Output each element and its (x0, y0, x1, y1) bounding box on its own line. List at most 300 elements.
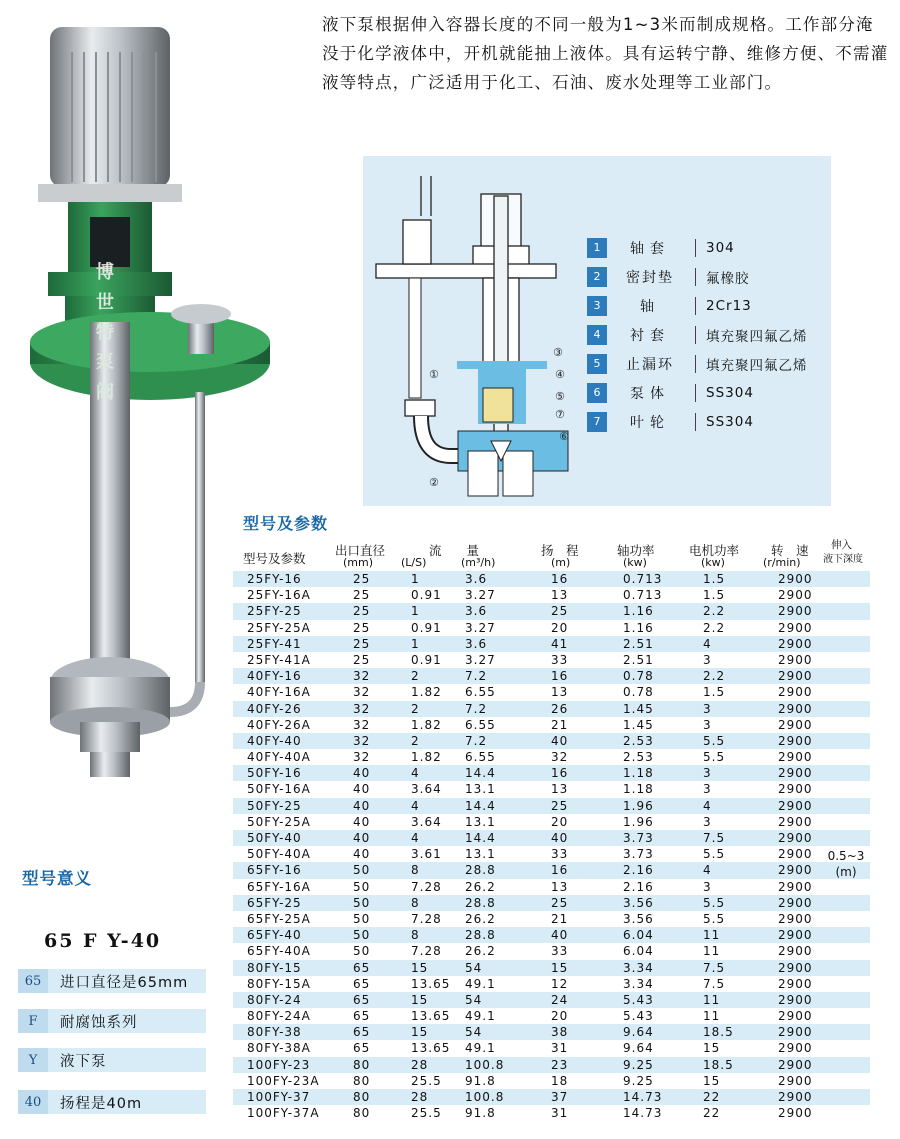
table-cell: 2900 (778, 992, 813, 1007)
table-cell: 1.5 (703, 572, 726, 586)
table-cell: 2900 (778, 1073, 813, 1088)
table-cell: 7.5 (703, 976, 726, 991)
part-material: 2Cr13 (706, 297, 752, 314)
table-cell: 40 (353, 766, 371, 781)
table-row (233, 587, 870, 603)
divider (695, 297, 696, 315)
header-flow-unit-m3h: (m³/h) (461, 556, 496, 569)
table-cell: 2900 (778, 1009, 813, 1024)
meaning-key: F (18, 1009, 48, 1033)
table-cell: 21 (551, 911, 569, 926)
table-cell: 2900 (778, 652, 813, 667)
meaning-row (18, 969, 206, 993)
header-outlet-unit: (mm) (343, 556, 374, 569)
table-cell: 50 (353, 944, 371, 959)
table-cell: 7.2 (465, 669, 488, 684)
table-cell: 0.91 (411, 588, 442, 603)
table-cell: 41 (551, 636, 569, 651)
table-row (233, 684, 870, 700)
table-row (233, 620, 870, 636)
table-cell: 2900 (778, 847, 813, 862)
table-cell: 3.73 (623, 847, 654, 862)
table-cell: 32 (353, 669, 371, 684)
params-table (233, 541, 870, 1121)
table-cell: 100.8 (465, 1090, 505, 1104)
table-cell: 2900 (778, 1041, 813, 1056)
depth-unit: (m) (835, 865, 857, 879)
table-cell: 32 (353, 733, 371, 748)
part-name: 止漏环 (626, 356, 674, 373)
table-cell: 9.64 (623, 1041, 654, 1056)
table-cell: 40 (353, 814, 371, 829)
depth-range: 0.5~3 (827, 849, 865, 863)
table-cell: 4 (703, 636, 712, 651)
table-row (233, 862, 870, 878)
table-cell: 3.6 (465, 636, 488, 651)
table-cell: 65 (353, 1041, 371, 1056)
table-cell: 24 (551, 992, 569, 1007)
table-cell: 21 (551, 717, 569, 732)
table-cell: 2900 (778, 1025, 813, 1040)
table-cell: 13.1 (465, 814, 496, 829)
part-number: 3 (587, 296, 607, 316)
header-motor-power: 电机功率 (689, 543, 740, 558)
table-cell: 28 (411, 1057, 429, 1072)
table-cell: 0.78 (623, 669, 654, 684)
table-row (233, 717, 870, 733)
table-cell: 32 (551, 750, 569, 765)
part-name: 轴 (640, 298, 660, 315)
table-cell: 2900 (778, 1106, 813, 1121)
table-cell: 15 (411, 992, 429, 1007)
table-cell: 80 (353, 1090, 371, 1104)
table-cell: 49.1 (465, 1009, 496, 1024)
header-shaft-power-unit: (kw) (623, 556, 647, 569)
table-cell: 7.2 (465, 701, 488, 716)
table-cell: 14.73 (623, 1106, 663, 1121)
table-cell: 32 (353, 701, 371, 716)
table-cell: 2900 (778, 831, 813, 845)
table-cell: 14.73 (623, 1090, 663, 1104)
table-cell: 65 (353, 960, 371, 975)
table-cell: 50FY-40 (247, 831, 302, 845)
header-depth: 伸入 (831, 539, 852, 551)
table-cell: 7.28 (411, 944, 442, 959)
table-row (233, 830, 870, 846)
callout-2: ② (429, 476, 439, 489)
table-cell: 2900 (778, 798, 813, 813)
table-cell: 25 (551, 895, 569, 910)
table-row (233, 781, 870, 797)
table-cell: 2900 (778, 1090, 813, 1104)
table-cell: 1.16 (623, 604, 654, 619)
table-cell: 37 (551, 1090, 569, 1104)
table-cell: 100FY-23A (247, 1073, 320, 1088)
part-material: 填充聚四氟乙烯 (706, 357, 808, 374)
part-material: 填充聚四氟乙烯 (706, 328, 808, 345)
table-cell: 91.8 (465, 1073, 496, 1088)
table-cell: 80FY-38A (247, 1041, 311, 1056)
callout-4: ④ (555, 368, 565, 381)
table-row (233, 571, 870, 587)
table-cell: 65FY-16 (247, 863, 302, 878)
table-cell: 2900 (778, 911, 813, 926)
header-model: 型号及参数 (243, 551, 306, 566)
header-motor-power-unit: (kw) (701, 556, 725, 569)
table-row (233, 1089, 870, 1105)
table-cell: 22 (703, 1106, 721, 1121)
table-cell: 15 (411, 1025, 429, 1040)
table-cell: 2900 (778, 620, 813, 635)
part-name: 轴套 (630, 240, 670, 257)
table-cell: 80FY-15A (247, 976, 311, 991)
table-cell: 3 (703, 766, 712, 781)
divider (695, 268, 696, 286)
table-cell: 50 (353, 911, 371, 926)
table-cell: 2900 (778, 604, 813, 619)
parts-list (587, 233, 827, 436)
table-cell: 2900 (778, 814, 813, 829)
table-cell: 49.1 (465, 976, 496, 991)
table-cell: 100FY-37 (247, 1090, 311, 1104)
part-name: 泵体 (630, 385, 670, 402)
table-cell: 2.53 (623, 750, 654, 765)
table-cell: 65 (353, 992, 371, 1007)
table-row (233, 636, 870, 652)
table-cell: 8 (411, 928, 420, 943)
table-cell: 1.18 (623, 782, 654, 797)
table-cell: 13 (551, 685, 569, 700)
table-cell: 2.51 (623, 636, 654, 651)
table-cell: 100.8 (465, 1057, 505, 1072)
table-cell: 65FY-40 (247, 928, 302, 943)
part-name: 叶轮 (630, 414, 670, 431)
table-cell: 2.16 (623, 863, 654, 878)
table-cell: 12 (551, 976, 569, 991)
table-cell: 7.5 (703, 960, 726, 975)
table-row (233, 960, 870, 976)
table-cell: 3.56 (623, 895, 654, 910)
table-cell: 65FY-40A (247, 944, 311, 959)
pump-brand-char: 阀 (96, 382, 114, 403)
table-row (233, 846, 870, 862)
table-cell: 49.1 (465, 1041, 496, 1056)
table-row (233, 911, 870, 927)
table-row (233, 1057, 870, 1073)
table-cell: 38 (551, 1025, 569, 1040)
table-row (233, 927, 870, 943)
depth-value (816, 848, 876, 880)
divider (695, 413, 696, 431)
table-cell: 2900 (778, 944, 813, 959)
meaning-text: 液下泵 (60, 1053, 107, 1070)
table-cell: 28.8 (465, 895, 496, 910)
table-row (233, 603, 870, 619)
table-cell: 6.55 (465, 685, 496, 700)
table-cell: 40 (353, 798, 371, 813)
table-cell: 3.61 (411, 847, 442, 862)
divider (695, 355, 696, 373)
table-cell: 2900 (778, 717, 813, 732)
table-cell: 50 (353, 928, 371, 943)
table-cell: 11 (703, 1009, 721, 1024)
callout-1: ① (429, 368, 439, 381)
table-row (233, 1008, 870, 1024)
table-cell: 1 (411, 572, 420, 586)
table-row (233, 976, 870, 992)
table-row (233, 879, 870, 895)
table-cell: 28.8 (465, 863, 496, 878)
model-code: 65 F Y-40 (44, 930, 162, 952)
table-cell: 1 (411, 636, 420, 651)
table-row (233, 895, 870, 911)
table-cell: 4 (703, 863, 712, 878)
table-row (233, 1073, 870, 1089)
table-cell: 65 (353, 1009, 371, 1024)
table-cell: 2900 (778, 733, 813, 748)
table-cell: 80FY-24A (247, 1009, 311, 1024)
callout-3: ③ (553, 346, 563, 359)
table-row (233, 992, 870, 1008)
table-cell: 14.4 (465, 831, 496, 845)
intro-text: 液下泵根据伸入容器长度的不同一般为1~3米而制成规格。工作部分淹没于化学液体中，开机就能抽上液体。具有运转宁静、维修方便、不需灌液等特点，广泛适用于化工、石油、废水处理等工业部门。 (322, 15, 889, 92)
table-cell: 25.5 (411, 1106, 442, 1121)
callout-5: ⑤ (555, 390, 565, 403)
table-cell: 3.27 (465, 588, 496, 603)
table-cell: 80FY-38 (247, 1025, 302, 1040)
table-cell: 80 (353, 1106, 371, 1121)
divider (695, 239, 696, 257)
table-cell: 31 (551, 1041, 569, 1056)
table-cell: 1.96 (623, 798, 654, 813)
table-cell: 9.64 (623, 1025, 654, 1040)
table-row (233, 1040, 870, 1056)
table-cell: 2.2 (703, 620, 726, 635)
table-cell: 2900 (778, 685, 813, 700)
table-cell: 2900 (778, 588, 813, 603)
table-cell: 6.55 (465, 750, 496, 765)
table-cell: 5.5 (703, 733, 726, 748)
part-row (587, 349, 827, 378)
table-cell: 11 (703, 928, 721, 943)
table-cell: 65FY-25A (247, 911, 311, 926)
table-cell: 1.18 (623, 766, 654, 781)
part-number: 5 (587, 354, 607, 374)
table-cell: 8 (411, 863, 420, 878)
table-cell: 2900 (778, 750, 813, 765)
table-cell: 2900 (778, 701, 813, 716)
table-cell: 20 (551, 1009, 569, 1024)
table-cell: 3.34 (623, 960, 654, 975)
table-cell: 25 (353, 604, 371, 619)
table-cell: 6.04 (623, 928, 654, 943)
table-cell: 32 (353, 685, 371, 700)
table-cell: 2900 (778, 782, 813, 797)
table-cell: 65FY-16A (247, 879, 311, 894)
table-cell: 3 (703, 717, 712, 732)
meaning-row (18, 1048, 206, 1072)
table-cell: 2900 (778, 766, 813, 781)
table-row (233, 668, 870, 684)
table-cell: 15 (411, 960, 429, 975)
table-cell: 28.8 (465, 928, 496, 943)
table-cell: 8 (411, 895, 420, 910)
table-cell: 7.28 (411, 911, 442, 926)
header-head-unit: (m) (551, 556, 571, 569)
table-cell: 4 (411, 766, 420, 781)
table-cell: 1.82 (411, 717, 442, 732)
table-row (233, 943, 870, 959)
table-cell: 11 (703, 944, 721, 959)
table-row (233, 798, 870, 814)
table-cell: 26.2 (465, 879, 496, 894)
table-cell: 5.43 (623, 1009, 654, 1024)
table-cell: 25 (353, 652, 371, 667)
table-cell: 5.43 (623, 992, 654, 1007)
table-cell: 2.2 (703, 604, 726, 619)
meaning-row (18, 1009, 206, 1033)
table-row (233, 652, 870, 668)
table-cell: 3.73 (623, 831, 654, 845)
table-row (233, 765, 870, 781)
table-body (233, 571, 870, 1121)
table-cell: 3 (703, 652, 712, 667)
table-cell: 40FY-26A (247, 717, 311, 732)
table-cell: 4 (411, 831, 420, 845)
table-cell: 16 (551, 766, 569, 781)
table-cell: 2.2 (703, 669, 726, 684)
part-number: 7 (587, 412, 607, 432)
table-cell: 2900 (778, 1057, 813, 1072)
pump-brand-char: 泵 (96, 352, 114, 373)
table-cell: 6.04 (623, 944, 654, 959)
part-name: 衬套 (630, 327, 670, 344)
table-cell: 65 (353, 976, 371, 991)
table-cell: 25 (353, 636, 371, 651)
table-cell: 25 (353, 572, 371, 586)
part-number: 2 (587, 267, 607, 287)
table-cell: 2900 (778, 863, 813, 878)
table-cell: 25 (353, 588, 371, 603)
meaning-key: Y (18, 1048, 48, 1072)
table-cell: 0.713 (623, 572, 663, 586)
table-cell: 40FY-26 (247, 701, 302, 716)
table-cell: 9.25 (623, 1073, 654, 1088)
table-cell: 50FY-25 (247, 798, 302, 813)
table-cell: 25FY-16A (247, 588, 311, 603)
table-row (233, 1024, 870, 1040)
part-material: SS304 (706, 384, 754, 401)
header-speed-unit: (r/min) (763, 556, 801, 569)
table-cell: 2900 (778, 895, 813, 910)
table-cell: 3 (703, 782, 712, 797)
table-cell: 65 (353, 1025, 371, 1040)
table-cell: 5.5 (703, 750, 726, 765)
table-cell: 25FY-25 (247, 604, 302, 619)
table-cell: 50FY-25A (247, 814, 311, 829)
table-cell: 31 (551, 1106, 569, 1121)
table-cell: 3.27 (465, 620, 496, 635)
part-row (587, 320, 827, 349)
table-cell: 25.5 (411, 1073, 442, 1088)
table-cell: 7.2 (465, 733, 488, 748)
part-row (587, 291, 827, 320)
table-cell: 40FY-16 (247, 669, 302, 684)
table-cell: 4 (411, 798, 420, 813)
meaning-text: 进口直径是65mm (60, 974, 189, 991)
table-cell: 1.82 (411, 685, 442, 700)
header-head: 扬 程 (541, 543, 579, 558)
table-row (233, 1105, 870, 1121)
table-cell: 16 (551, 669, 569, 684)
table-cell: 3.64 (411, 782, 442, 797)
table-cell: 3.34 (623, 976, 654, 991)
part-material: SS304 (706, 413, 754, 430)
divider (695, 326, 696, 344)
table-cell: 13 (551, 588, 569, 603)
table-cell: 7.5 (703, 831, 726, 845)
part-number: 4 (587, 325, 607, 345)
table-cell: 1.16 (623, 620, 654, 635)
table-cell: 20 (551, 620, 569, 635)
table-cell: 80 (353, 1057, 371, 1072)
table-row (233, 701, 870, 717)
table-cell: 14.4 (465, 766, 496, 781)
params-title: 型号及参数 (243, 514, 329, 533)
table-cell: 5.5 (703, 895, 726, 910)
table-cell: 32 (353, 750, 371, 765)
part-material: 氟橡胶 (706, 270, 750, 287)
table-cell: 2900 (778, 636, 813, 651)
table-cell: 25FY-25A (247, 620, 311, 635)
table-cell: 1.5 (703, 685, 726, 700)
table-cell: 33 (551, 944, 569, 959)
cross-section-diagram (363, 156, 831, 506)
part-name: 密封垫 (626, 269, 674, 286)
table-cell: 40FY-40A (247, 750, 311, 765)
table-cell: 2900 (778, 879, 813, 894)
table-cell: 1.82 (411, 750, 442, 765)
table-cell: 54 (465, 1025, 483, 1040)
table-cell: 40FY-16A (247, 685, 311, 700)
table-row (233, 814, 870, 830)
table-cell: 50FY-40A (247, 847, 311, 862)
table-cell: 91.8 (465, 1106, 496, 1121)
table-cell: 1.45 (623, 717, 654, 732)
table-cell: 2.16 (623, 879, 654, 894)
table-cell: 13.65 (411, 1009, 451, 1024)
table-cell: 2900 (778, 928, 813, 943)
table-cell: 40 (353, 847, 371, 862)
table-cell: 18 (551, 1073, 569, 1088)
table-cell: 3.6 (465, 604, 488, 619)
table-cell: 54 (465, 960, 483, 975)
table-cell: 13 (551, 879, 569, 894)
table-cell: 0.78 (623, 685, 654, 700)
callout-6: ⑥ (559, 430, 569, 443)
table-cell: 2900 (778, 960, 813, 975)
table-cell: 13.1 (465, 847, 496, 862)
table-cell: 16 (551, 863, 569, 878)
table-cell: 50FY-16 (247, 766, 302, 781)
part-row (587, 262, 827, 291)
table-cell: 18.5 (703, 1025, 734, 1040)
table-row (233, 733, 870, 749)
table-cell: 25 (551, 798, 569, 813)
meaning-key: 40 (18, 1090, 48, 1114)
table-cell: 2 (411, 733, 420, 748)
table-cell: 40 (551, 928, 569, 943)
